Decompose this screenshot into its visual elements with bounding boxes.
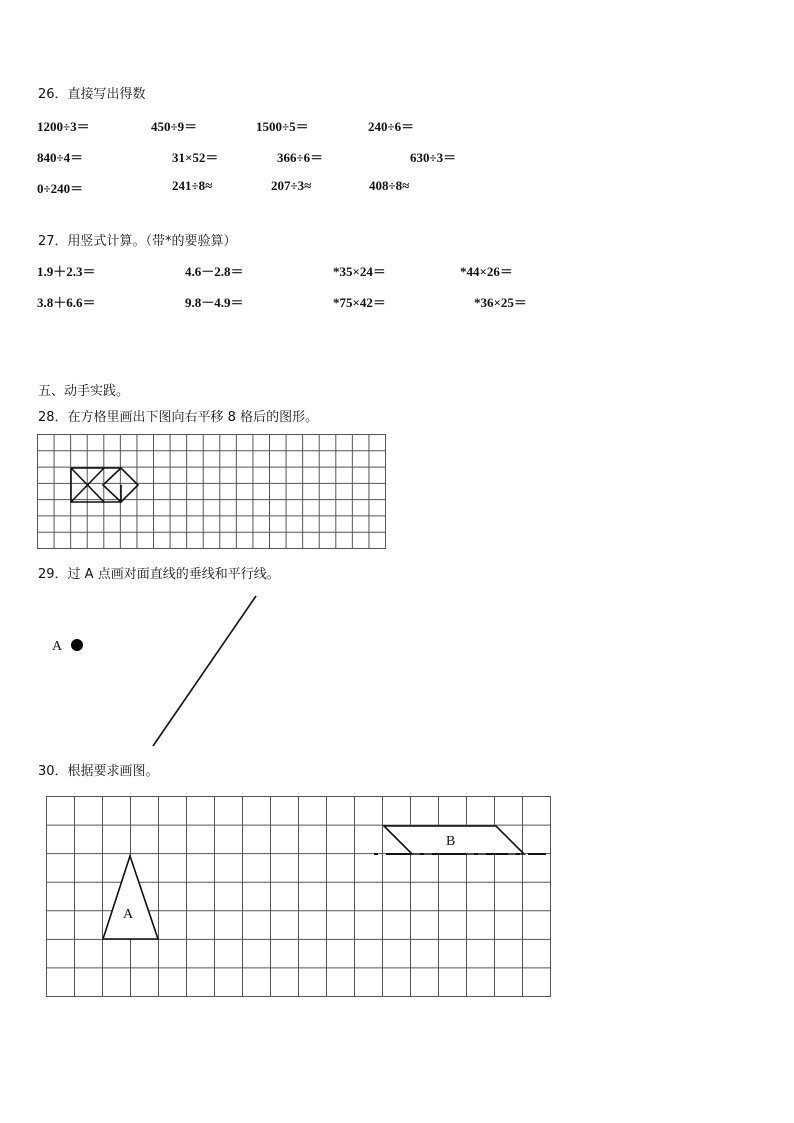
q27-item: 3.8＋6.6＝ bbox=[37, 295, 96, 310]
q26-item: 207÷3≈ bbox=[271, 178, 312, 193]
slanted-line bbox=[153, 596, 256, 746]
section5-title: 五、动手实践。 bbox=[38, 384, 130, 399]
q27-title: 27．用竖式计算。（带*的要验算） bbox=[38, 234, 237, 249]
shape-a-label: A bbox=[123, 907, 134, 922]
q27-item: *75×42＝ bbox=[333, 295, 386, 310]
q27-item: 1.9＋2.3＝ bbox=[37, 264, 96, 279]
q26-item: 31×52＝ bbox=[172, 150, 219, 165]
q30-grid[interactable] bbox=[46, 796, 554, 1000]
shape-b-label: B bbox=[446, 834, 456, 849]
q26-item: 1500÷5＝ bbox=[256, 119, 309, 134]
q26-item: 240÷6＝ bbox=[368, 119, 415, 134]
shape-a-triangle bbox=[103, 856, 158, 939]
q26-item: 630÷3＝ bbox=[410, 150, 457, 165]
q26-item: 1200÷3＝ bbox=[37, 119, 90, 134]
q27-item: *36×25＝ bbox=[474, 295, 527, 310]
q26-item: 840÷4＝ bbox=[37, 150, 84, 165]
point-a bbox=[71, 639, 83, 651]
q28-grid[interactable] bbox=[37, 434, 389, 550]
q27-item: 4.6－2.8＝ bbox=[185, 264, 244, 279]
q27-item: *44×26＝ bbox=[460, 264, 513, 279]
q26-item: 450÷9＝ bbox=[151, 119, 198, 134]
q29-figure[interactable] bbox=[40, 590, 300, 760]
q30-title: 30．根据要求画图。 bbox=[38, 764, 159, 779]
q26-item: 366÷6＝ bbox=[277, 150, 324, 165]
q29-title: 29．过 A 点画对面直线的垂线和平行线。 bbox=[38, 567, 280, 582]
q27-item: *35×24＝ bbox=[333, 264, 386, 279]
q27-item: 9.8－4.9＝ bbox=[185, 295, 244, 310]
q28-shape bbox=[71, 468, 138, 502]
q26-item: 241÷8≈ bbox=[172, 178, 213, 193]
q26-item: 0÷240＝ bbox=[37, 181, 84, 196]
q26-item: 408÷8≈ bbox=[369, 178, 410, 193]
q26-title: 26．直接写出得数 bbox=[38, 87, 146, 102]
q28-title: 28．在方格里画出下图向右平移 8 格后的图形。 bbox=[38, 410, 319, 425]
point-a-label: A bbox=[52, 639, 63, 654]
